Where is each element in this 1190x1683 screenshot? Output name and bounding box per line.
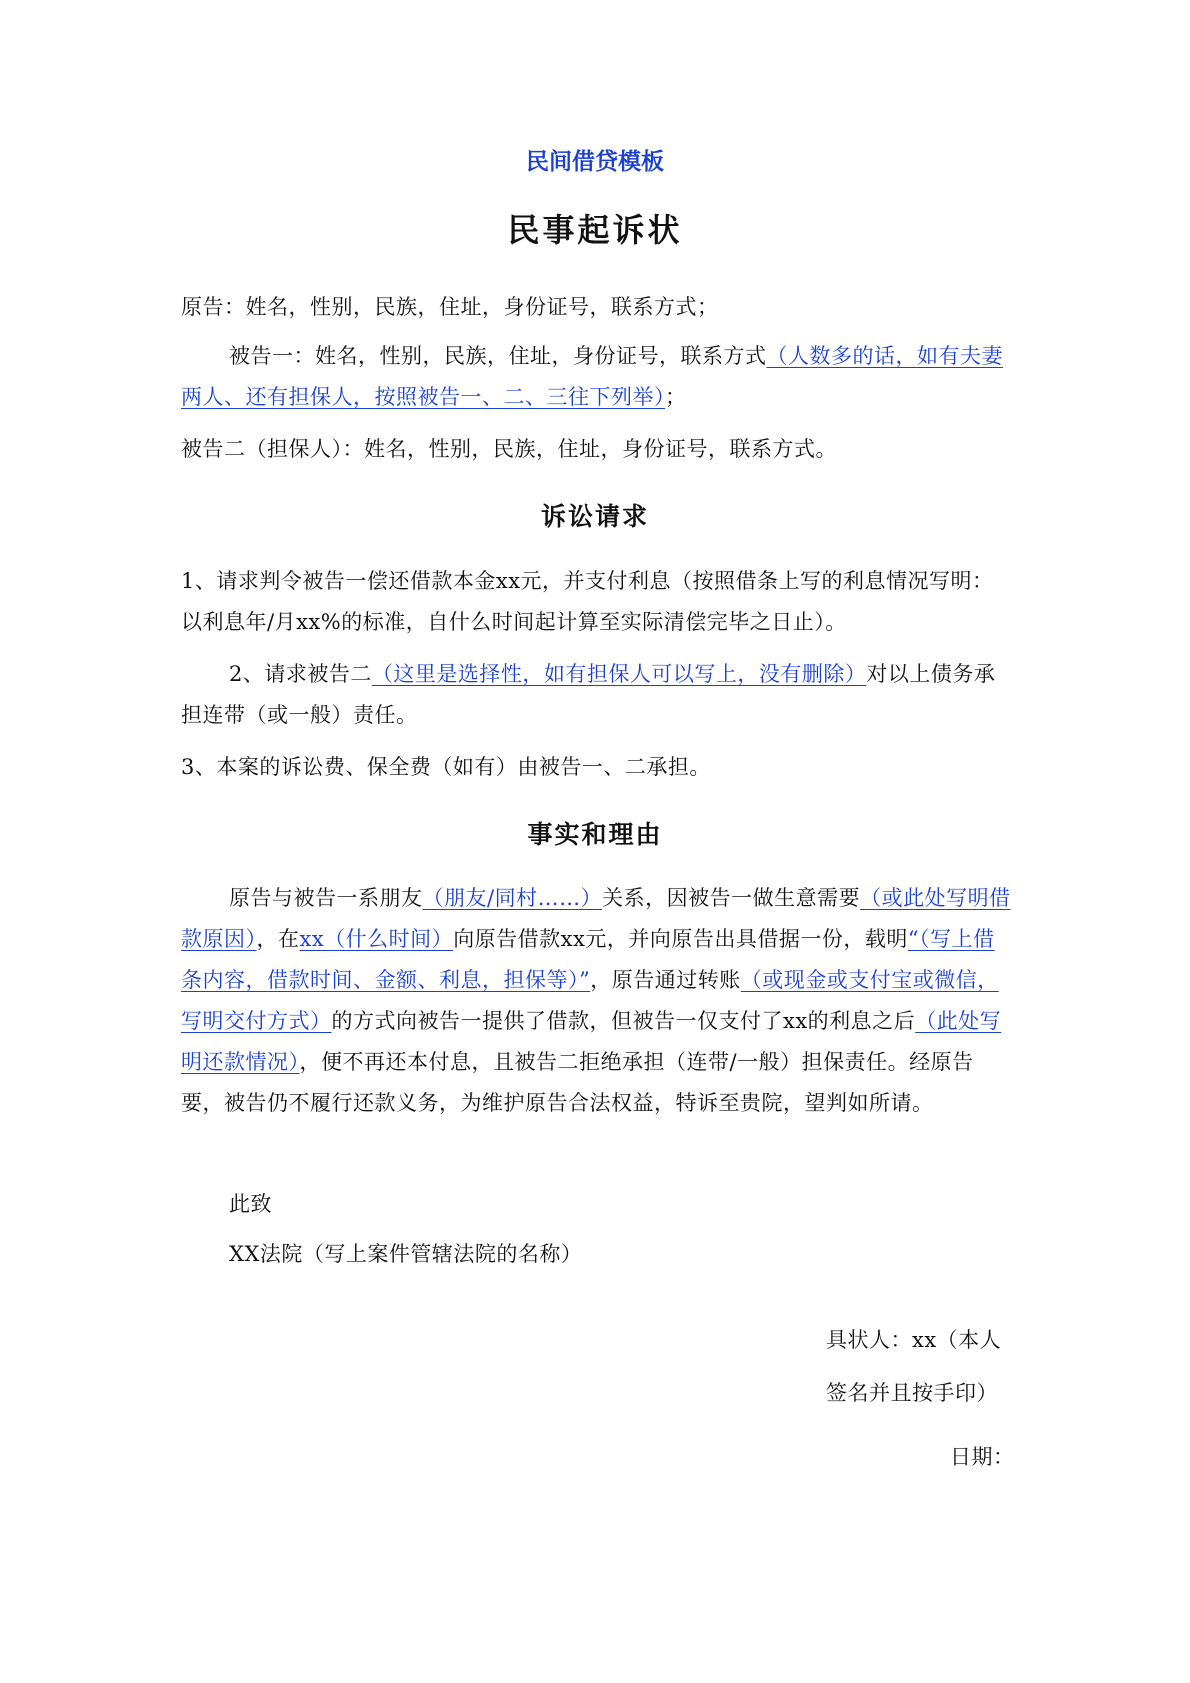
claim-item-1 [181,561,1013,643]
claim-item-1-text: 1、请求判令被告一偿还借款本金xx元，并支付利息（按照借条上写的利息情况写明：以利息年/月xx%的标准，自什么时间起计算至实际清偿完毕之日止）。 [181,569,994,634]
claim-item-3-text: 3、本案的诉讼费、保全费（如有）由被告一、二承担。 [181,755,711,779]
facts-note-1: （朋友/同村……） [422,886,603,910]
claim-item-2-text-a: 2、请求被告二 [229,662,372,686]
defendant1-end: ； [665,385,687,409]
signer-line-1: 具状人：xx（本人 [826,1328,1002,1352]
defendant2-text: 被告二（担保人）：姓名，性别，民族，住址，身份证号，联系方式。 [181,437,837,461]
facts-note-2: （或此处写明借款原因） [181,886,1011,951]
facts-note-5: （或现金或支付宝或微信，写明交付方式） [181,968,999,1033]
facts-note-3: xx（什么时间） [299,927,454,951]
date-label: 日期： [950,1445,1015,1469]
facts-paragraph [181,878,1013,1124]
facts-text-6: 的方式向被告一提供了借款，但被告一仅支付了xx的利息之后 [331,1009,916,1033]
signer-line-2: 签名并且按手印） [826,1381,998,1405]
facts-text-2: 关系，因被告一做生意需要 [602,886,861,910]
salutation: 此致 [229,1192,272,1216]
claim-item-2 [181,654,1013,736]
template-title: 民间借贷模板 [526,149,664,175]
facts-text-5: ，原告通过转账 [590,968,741,992]
plaintiff-text: 原告：姓名，性别，民族，住址，身份证号，联系方式； [181,295,719,319]
defendant1-text: 被告一：姓名，性别，民族，住址，身份证号，联系方式 [229,344,767,368]
facts-text-7: ，便不再还本付息，且被告二拒绝承担（连带/一般）担保责任。经原告要，被告仍不履行还款义务，为维护原告合法权益，特诉至贵院，望判如所请。 [181,1050,974,1115]
claim-item-3 [181,747,1013,788]
facts-text-1: 原告与被告一系朋友 [229,886,423,910]
claims-heading: 诉讼请求 [540,502,649,531]
facts-note-4: “（写上借条内容，借款时间、金额、利息，担保等）” [181,927,995,992]
defendant1-note: （人数多的话，如有夫妻两人、还有担保人，按照被告一、二、三往下列举） [181,344,1003,409]
facts-text-3: ，在 [256,927,300,951]
claim-item-2-note: （这里是选择性，如有担保人可以写上，没有删除） [371,662,867,686]
court-name: XX法院（写上案件管辖法院的名称） [229,1242,583,1266]
facts-text-4: 向原告借款xx元，并向原告出具借据一份，载明 [453,927,908,951]
facts-note-6: （此处写明还款情况） [181,1009,1002,1074]
defendant2-info [181,429,1013,470]
defendant1-info [181,336,1013,418]
claim-item-2-text-b: 对以上债务承担连带（或一般）责任。 [181,662,996,727]
facts-heading: 事实和理由 [527,820,663,849]
plaintiff-info [181,287,1013,328]
document-title: 民事起诉状 [507,211,683,249]
